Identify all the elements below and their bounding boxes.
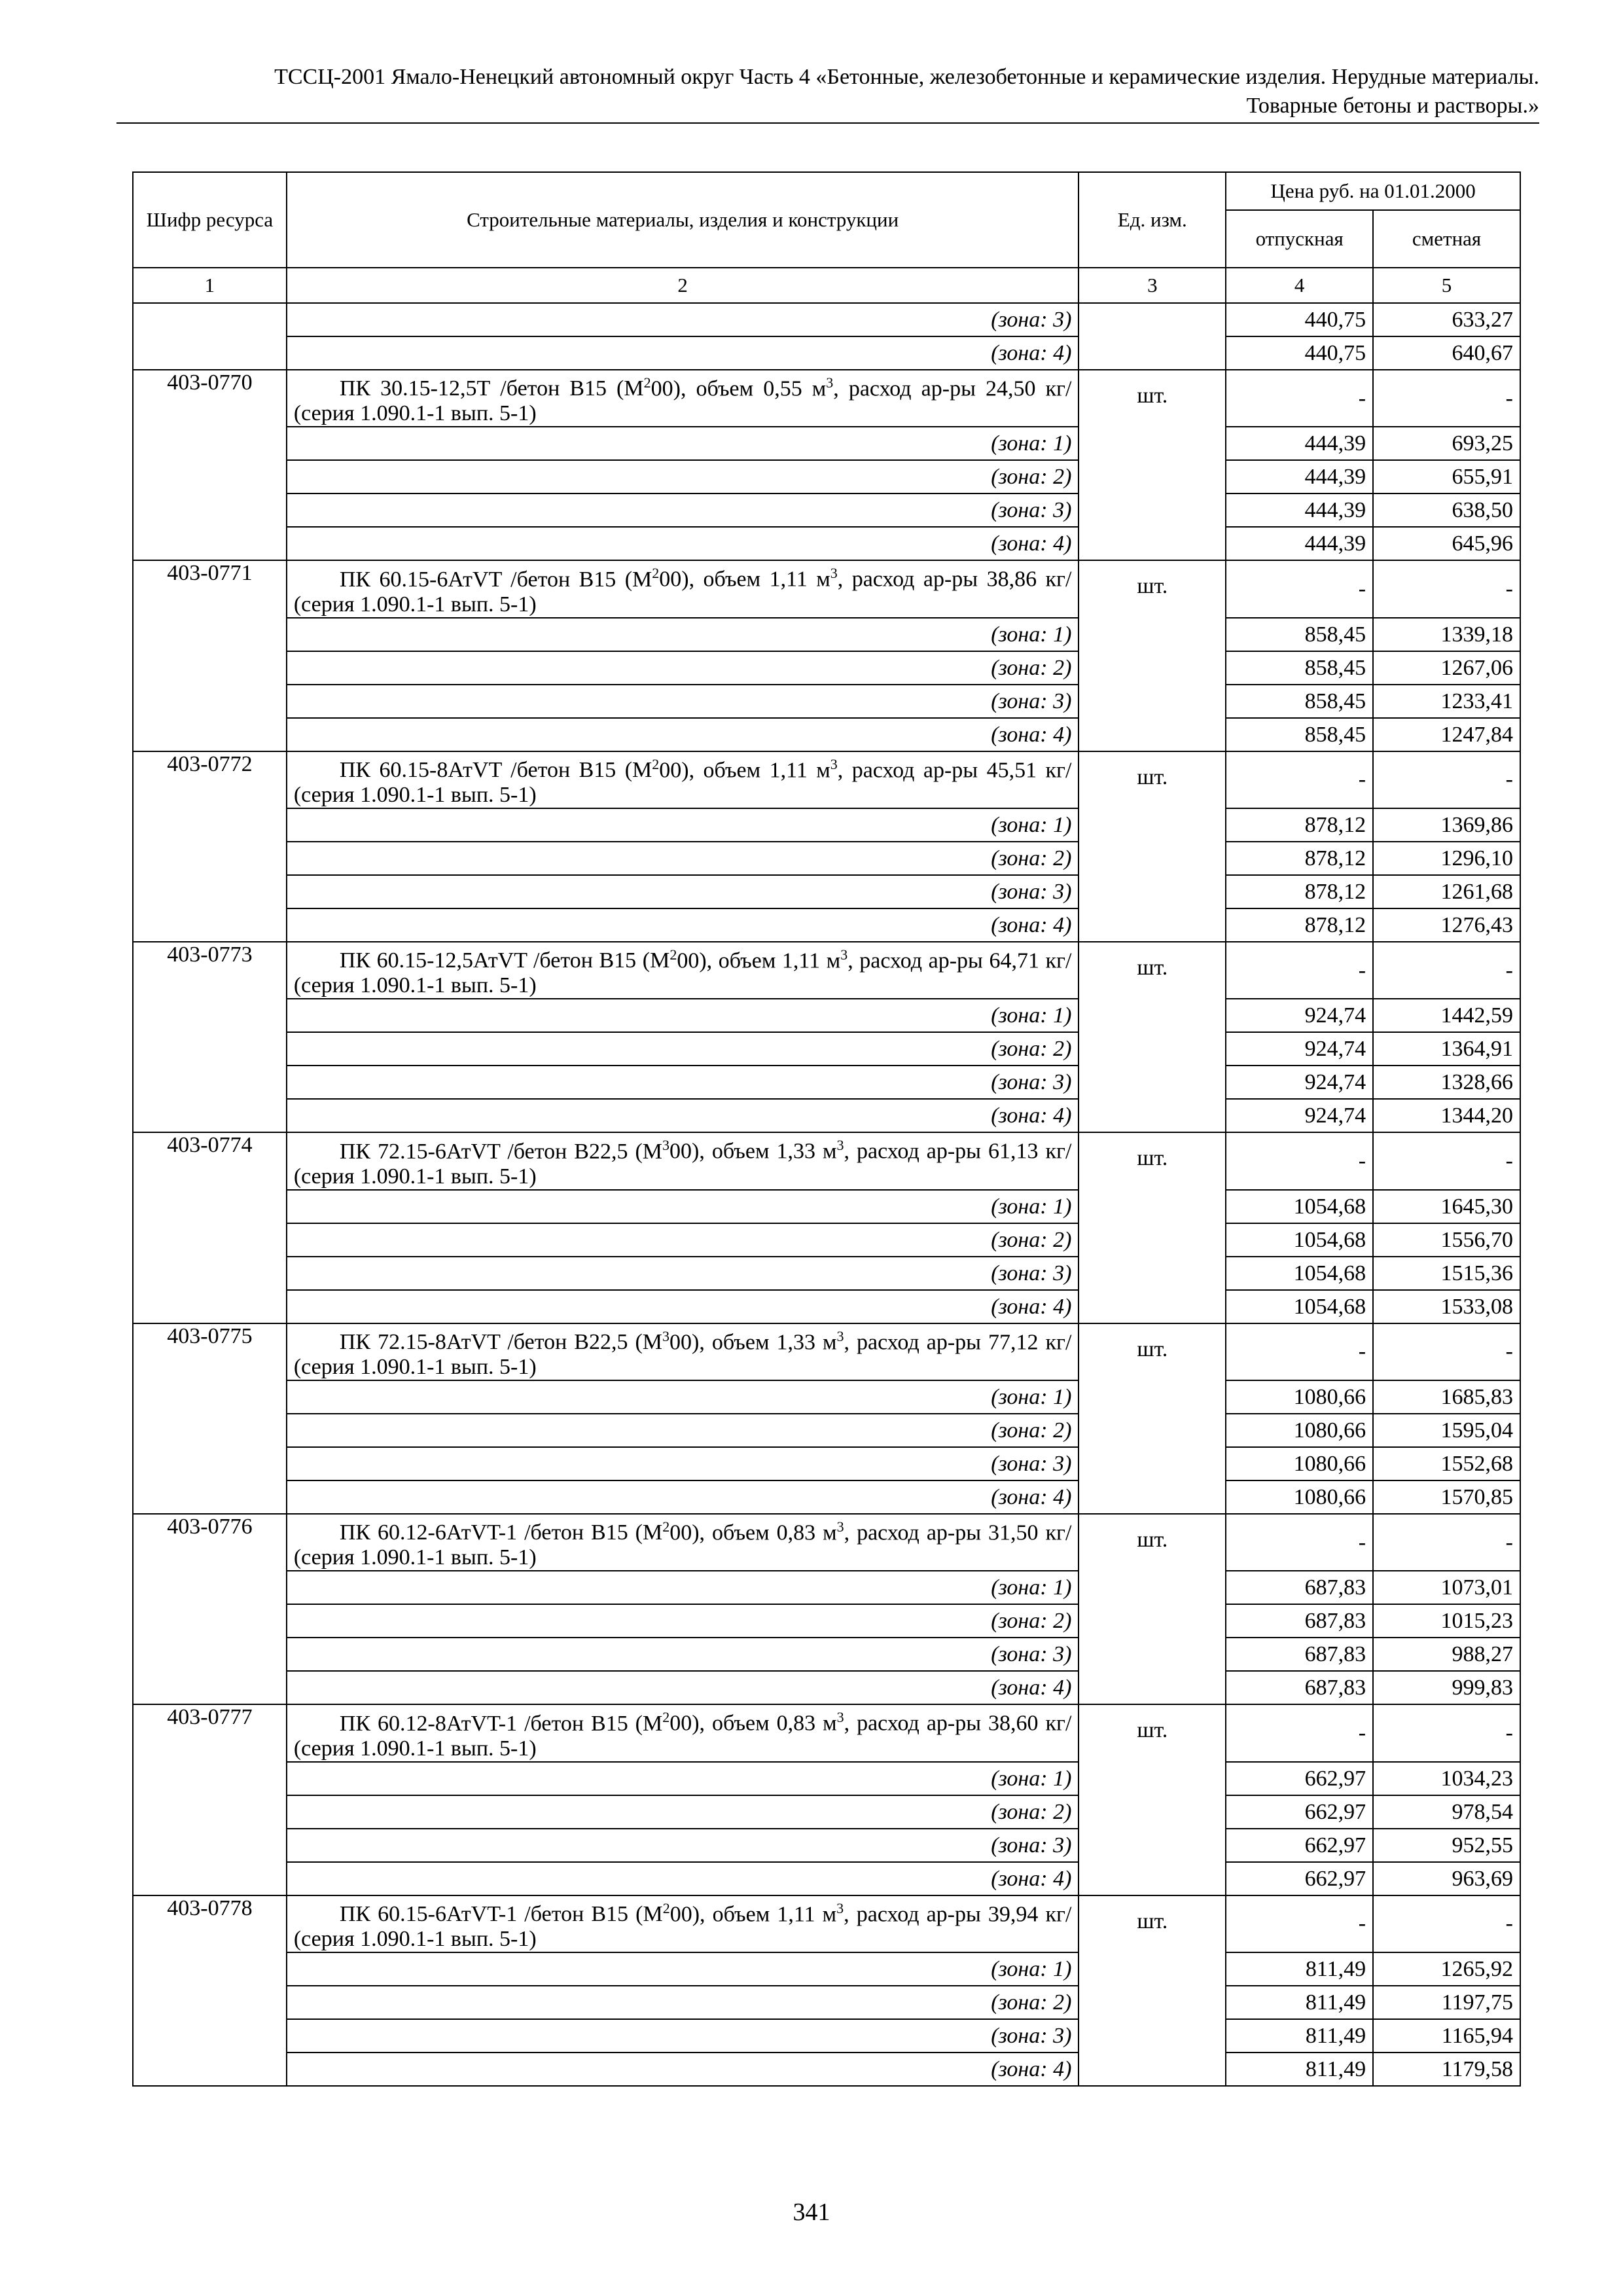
estimate-price: 1685,83 bbox=[1373, 1380, 1520, 1414]
zone-label: (зона: 2) bbox=[287, 1414, 1079, 1447]
unit-of-measure: шт. bbox=[1079, 1895, 1226, 2086]
zone-label: (зона: 2) bbox=[287, 1604, 1079, 1638]
table-row bbox=[133, 1571, 1520, 1604]
zone-label: (зона: 2) bbox=[287, 1032, 1079, 1066]
release-price-empty: - bbox=[1226, 370, 1373, 427]
estimate-price: 1442,59 bbox=[1373, 999, 1520, 1032]
zone-label: (зона: 3) bbox=[287, 1257, 1079, 1290]
zone-label: (зона: 3) bbox=[287, 875, 1079, 908]
table-row bbox=[133, 460, 1520, 493]
unit-of-measure: шт. bbox=[1079, 1132, 1226, 1323]
estimate-price-empty: - bbox=[1373, 1323, 1520, 1380]
col-number: 5 bbox=[1373, 268, 1520, 303]
table-row bbox=[133, 751, 1520, 808]
desc-part: 00), объем 0,55 м bbox=[651, 376, 827, 401]
unit-of-measure: шт. bbox=[1079, 370, 1226, 560]
resource-code: 403-0771 bbox=[133, 560, 287, 751]
desc-part: , расход ар-ры 31,50 кг/ (серия 1.090.1-1 вып. 5-1) bbox=[293, 1520, 1072, 1570]
table-row bbox=[133, 2019, 1520, 2053]
unit-of-measure: шт. bbox=[1079, 1514, 1226, 1704]
table-row bbox=[133, 1223, 1520, 1257]
desc-part: 00), объем 1,11 м bbox=[669, 1901, 837, 1926]
desc-superscript: 3 bbox=[836, 1327, 844, 1344]
estimate-price: 638,50 bbox=[1373, 493, 1520, 527]
desc-part: , расход ар-ры 77,12 кг/ (серия 1.090.1-1 вып. 5-1) bbox=[293, 1329, 1072, 1379]
unit-of-measure: шт. bbox=[1079, 1704, 1226, 1895]
col-header-unit: Ед. изм. bbox=[1079, 172, 1226, 268]
zone-label: (зона: 1) bbox=[287, 999, 1079, 1032]
table-row bbox=[133, 336, 1520, 370]
col-header-description: Строительные материалы, изделия и конструкции bbox=[287, 172, 1079, 268]
zone-label: (зона: 3) bbox=[287, 303, 1079, 336]
release-price: 1080,66 bbox=[1226, 1480, 1373, 1514]
desc-superscript: 2 bbox=[662, 1518, 670, 1535]
table-row bbox=[133, 618, 1520, 651]
desc-superscript: 3 bbox=[830, 565, 838, 582]
estimate-price: 1265,92 bbox=[1373, 1952, 1520, 1986]
table-row bbox=[133, 427, 1520, 460]
table-row bbox=[133, 651, 1520, 685]
table-row bbox=[133, 1829, 1520, 1862]
table-row bbox=[133, 1132, 1520, 1189]
estimate-price: 1165,94 bbox=[1373, 2019, 1520, 2053]
zone-label: (зона: 1) bbox=[287, 1762, 1079, 1795]
estimate-price: 1339,18 bbox=[1373, 618, 1520, 651]
estimate-price: 963,69 bbox=[1373, 1862, 1520, 1895]
estimate-price: 1233,41 bbox=[1373, 685, 1520, 718]
table-row bbox=[133, 1290, 1520, 1323]
release-price-empty: - bbox=[1226, 1514, 1373, 1571]
table-row bbox=[133, 808, 1520, 842]
estimate-price: 1533,08 bbox=[1373, 1290, 1520, 1323]
zone-label: (зона: 2) bbox=[287, 1223, 1079, 1257]
table-row bbox=[133, 1066, 1520, 1099]
resource-code: 403-0774 bbox=[133, 1132, 287, 1323]
release-price: 687,83 bbox=[1226, 1638, 1373, 1671]
release-price-empty: - bbox=[1226, 942, 1373, 999]
estimate-price: 1179,58 bbox=[1373, 2053, 1520, 2086]
release-price: 444,39 bbox=[1226, 493, 1373, 527]
desc-part: 00), объем 1,11 м bbox=[659, 757, 830, 782]
estimate-price: 999,83 bbox=[1373, 1671, 1520, 1704]
zone-label: (зона: 4) bbox=[287, 1862, 1079, 1895]
table-row bbox=[133, 685, 1520, 718]
table-row bbox=[133, 999, 1520, 1032]
desc-part: ПК 60.15-12,5АтVT /бетон В15 (М bbox=[339, 948, 670, 973]
estimate-price: 1369,86 bbox=[1373, 808, 1520, 842]
desc-part: , расход ар-ры 61,13 кг/ (серия 1.090.1-1 вып. 5-1) bbox=[293, 1139, 1072, 1189]
release-price: 924,74 bbox=[1226, 1032, 1373, 1066]
zone-label: (зона: 3) bbox=[287, 2019, 1079, 2053]
unit-of-measure: шт. bbox=[1079, 942, 1226, 1132]
table-row bbox=[133, 1762, 1520, 1795]
material-description bbox=[287, 1704, 1079, 1761]
desc-superscript: 2 bbox=[662, 1709, 670, 1726]
table-row bbox=[133, 303, 1520, 336]
desc-superscript: 3 bbox=[826, 374, 834, 391]
desc-part: ПК 60.12-8АтVT-1 /бетон В15 (М bbox=[339, 1711, 663, 1736]
release-price: 811,49 bbox=[1226, 2053, 1373, 2086]
resource-code: 403-0776 bbox=[133, 1514, 287, 1704]
release-price: 924,74 bbox=[1226, 1099, 1373, 1132]
zone-label: (зона: 4) bbox=[287, 1099, 1079, 1132]
resource-code: 403-0772 bbox=[133, 751, 287, 942]
table-row bbox=[133, 908, 1520, 942]
material-description bbox=[287, 1132, 1079, 1189]
estimate-price: 640,67 bbox=[1373, 336, 1520, 370]
desc-superscript: 2 bbox=[669, 946, 677, 963]
zone-label: (зона: 4) bbox=[287, 336, 1079, 370]
desc-part: 00), объем 1,33 м bbox=[669, 1139, 837, 1164]
desc-part: 00), объем 0,83 м bbox=[669, 1520, 837, 1545]
zone-label: (зона: 4) bbox=[287, 908, 1079, 942]
table-body bbox=[133, 303, 1520, 2086]
col-header-code: Шифр ресурса bbox=[133, 172, 287, 268]
desc-superscript: 3 bbox=[830, 755, 838, 772]
release-price: 924,74 bbox=[1226, 1066, 1373, 1099]
table-row bbox=[133, 718, 1520, 751]
zone-label: (зона: 3) bbox=[287, 685, 1079, 718]
estimate-price-empty: - bbox=[1373, 1514, 1520, 1571]
estimate-price: 1645,30 bbox=[1373, 1190, 1520, 1223]
zone-label: (зона: 4) bbox=[287, 2053, 1079, 2086]
desc-part: ПК 72.15-8АтVT /бетон В22,5 (М bbox=[339, 1329, 663, 1354]
release-price: 687,83 bbox=[1226, 1571, 1373, 1604]
code-cell-empty bbox=[133, 303, 287, 370]
estimate-price: 978,54 bbox=[1373, 1795, 1520, 1829]
table-row bbox=[133, 560, 1520, 617]
desc-part: ПК 60.15-6АтVT-1 /бетон В15 (М bbox=[339, 1901, 663, 1926]
desc-part: , расход ар-ры 24,50 кг/ (серия 1.090.1-1 вып. 5-1) bbox=[293, 376, 1072, 426]
release-price: 662,97 bbox=[1226, 1862, 1373, 1895]
page-number: 341 bbox=[793, 2198, 830, 2226]
desc-part: 00), объем 1,11 м bbox=[659, 567, 830, 592]
estimate-price-empty: - bbox=[1373, 942, 1520, 999]
zone-label: (зона: 1) bbox=[287, 1190, 1079, 1223]
zone-label: (зона: 1) bbox=[287, 1380, 1079, 1414]
release-price-empty: - bbox=[1226, 1323, 1373, 1380]
table-row bbox=[133, 527, 1520, 560]
table-row bbox=[133, 1895, 1520, 1952]
table-row bbox=[133, 1638, 1520, 1671]
release-price: 444,39 bbox=[1226, 527, 1373, 560]
release-price: 878,12 bbox=[1226, 842, 1373, 875]
estimate-price: 1015,23 bbox=[1373, 1604, 1520, 1638]
resource-code: 403-0778 bbox=[133, 1895, 287, 2086]
release-price: 878,12 bbox=[1226, 875, 1373, 908]
col-header-price: Цена руб. на 01.01.2000 bbox=[1226, 172, 1520, 210]
material-description bbox=[287, 942, 1079, 999]
table-row bbox=[133, 1380, 1520, 1414]
release-price-empty: - bbox=[1226, 751, 1373, 808]
desc-part: , расход ар-ры 45,51 кг/ (серия 1.090.1-1 вып. 5-1) bbox=[293, 757, 1072, 807]
table-row bbox=[133, 1862, 1520, 1895]
desc-superscript: 3 bbox=[840, 946, 848, 963]
release-price: 1054,68 bbox=[1226, 1223, 1373, 1257]
release-price: 687,83 bbox=[1226, 1604, 1373, 1638]
desc-superscript: 2 bbox=[652, 755, 660, 772]
desc-part: 00), объем 0,83 м bbox=[669, 1711, 837, 1736]
table-row bbox=[133, 493, 1520, 527]
table-row bbox=[133, 1671, 1520, 1704]
desc-superscript: 3 bbox=[836, 1899, 844, 1916]
table-row bbox=[133, 1514, 1520, 1571]
desc-part: ПК 60.15-6АтVT /бетон В15 (М bbox=[339, 567, 652, 592]
zone-label: (зона: 1) bbox=[287, 618, 1079, 651]
header-rule bbox=[116, 122, 1539, 124]
col-number: 4 bbox=[1226, 268, 1373, 303]
release-price: 1080,66 bbox=[1226, 1447, 1373, 1480]
release-price: 811,49 bbox=[1226, 2019, 1373, 2053]
estimate-price: 1197,75 bbox=[1373, 1986, 1520, 2019]
release-price: 858,45 bbox=[1226, 685, 1373, 718]
col-number: 2 bbox=[287, 268, 1079, 303]
desc-superscript: 2 bbox=[652, 565, 660, 582]
estimate-price-empty: - bbox=[1373, 751, 1520, 808]
table-header bbox=[133, 172, 1520, 303]
release-price: 444,39 bbox=[1226, 460, 1373, 493]
table-row bbox=[133, 370, 1520, 427]
desc-superscript: 3 bbox=[662, 1137, 670, 1154]
estimate-price: 1570,85 bbox=[1373, 1480, 1520, 1514]
estimate-price: 1296,10 bbox=[1373, 842, 1520, 875]
desc-part: ПК 60.15-8АтVT /бетон В15 (М bbox=[339, 757, 652, 782]
desc-part: ПК 30.15-12,5Т /бетон В15 (М bbox=[339, 376, 644, 401]
zone-label: (зона: 4) bbox=[287, 718, 1079, 751]
table-row bbox=[133, 1447, 1520, 1480]
table-row bbox=[133, 1190, 1520, 1223]
release-price: 662,97 bbox=[1226, 1829, 1373, 1862]
desc-part: ПК 60.12-6АтVT-1 /бетон В15 (М bbox=[339, 1520, 663, 1545]
col-number: 1 bbox=[133, 268, 287, 303]
unit-of-measure: шт. bbox=[1079, 560, 1226, 751]
release-price: 811,49 bbox=[1226, 1986, 1373, 2019]
table-row bbox=[133, 1704, 1520, 1761]
table-row bbox=[133, 1952, 1520, 1986]
desc-superscript: 2 bbox=[643, 374, 651, 391]
table-row bbox=[133, 875, 1520, 908]
estimate-price: 1595,04 bbox=[1373, 1414, 1520, 1447]
desc-part: 00), объем 1,11 м bbox=[677, 948, 841, 973]
estimate-price: 633,27 bbox=[1373, 303, 1520, 336]
zone-label: (зона: 2) bbox=[287, 1986, 1079, 2019]
release-price: 1080,66 bbox=[1226, 1414, 1373, 1447]
release-price: 1080,66 bbox=[1226, 1380, 1373, 1414]
estimate-price: 952,55 bbox=[1373, 1829, 1520, 1862]
col-header-estimate-price: сметная bbox=[1373, 210, 1520, 268]
estimate-price: 1552,68 bbox=[1373, 1447, 1520, 1480]
estimate-price: 1515,36 bbox=[1373, 1257, 1520, 1290]
release-price: 878,12 bbox=[1226, 908, 1373, 942]
resource-code: 403-0773 bbox=[133, 942, 287, 1132]
table-row bbox=[133, 2053, 1520, 2086]
release-price: 440,75 bbox=[1226, 303, 1373, 336]
zone-label: (зона: 4) bbox=[287, 1480, 1079, 1514]
estimate-price: 1267,06 bbox=[1373, 651, 1520, 685]
estimate-price-empty: - bbox=[1373, 1132, 1520, 1189]
col-number: 3 bbox=[1079, 268, 1226, 303]
release-price-empty: - bbox=[1226, 560, 1373, 617]
header-line-1: ТССЦ-2001 Ямало-Ненецкий автономный округ Часть 4 «Бетонные, железобетонные и керамические изделия. Нерудные материалы. bbox=[274, 65, 1539, 89]
estimate-price: 1276,43 bbox=[1373, 908, 1520, 942]
material-description bbox=[287, 1895, 1079, 1952]
table-row bbox=[133, 1795, 1520, 1829]
zone-label: (зона: 1) bbox=[287, 1952, 1079, 1986]
release-price: 1054,68 bbox=[1226, 1257, 1373, 1290]
estimate-price: 1073,01 bbox=[1373, 1571, 1520, 1604]
zone-label: (зона: 3) bbox=[287, 1829, 1079, 1862]
release-price-empty: - bbox=[1226, 1132, 1373, 1189]
zone-label: (зона: 1) bbox=[287, 808, 1079, 842]
estimate-price: 1344,20 bbox=[1373, 1099, 1520, 1132]
estimate-price: 1247,84 bbox=[1373, 718, 1520, 751]
release-price: 1054,68 bbox=[1226, 1290, 1373, 1323]
zone-label: (зона: 2) bbox=[287, 460, 1079, 493]
desc-part: , расход ар-ры 38,60 кг/ (серия 1.090.1-1 вып. 5-1) bbox=[293, 1711, 1072, 1761]
release-price: 444,39 bbox=[1226, 427, 1373, 460]
material-description bbox=[287, 370, 1079, 427]
zone-label: (зона: 1) bbox=[287, 1571, 1079, 1604]
desc-part: , расход ар-ры 39,94 кг/ (серия 1.090.1-1 вып. 5-1) bbox=[293, 1901, 1072, 1951]
release-price-empty: - bbox=[1226, 1704, 1373, 1761]
table-row bbox=[133, 1099, 1520, 1132]
estimate-price: 693,25 bbox=[1373, 427, 1520, 460]
zone-label: (зона: 2) bbox=[287, 1795, 1079, 1829]
estimate-price-empty: - bbox=[1373, 370, 1520, 427]
estimate-price: 1261,68 bbox=[1373, 875, 1520, 908]
table-row bbox=[133, 1257, 1520, 1290]
zone-label: (зона: 4) bbox=[287, 1671, 1079, 1704]
estimate-price: 1364,91 bbox=[1373, 1032, 1520, 1066]
estimate-price: 1556,70 bbox=[1373, 1223, 1520, 1257]
unit-of-measure: шт. bbox=[1079, 751, 1226, 942]
estimate-price: 1034,23 bbox=[1373, 1762, 1520, 1795]
header-line-2: Товарные бетоны и растворы.» bbox=[1246, 94, 1539, 118]
zone-label: (зона: 3) bbox=[287, 1447, 1079, 1480]
table-row bbox=[133, 1986, 1520, 2019]
zone-label: (зона: 3) bbox=[287, 1066, 1079, 1099]
material-description bbox=[287, 560, 1079, 617]
table-row bbox=[133, 1604, 1520, 1638]
col-header-release-price: отпускная bbox=[1226, 210, 1373, 268]
table-row bbox=[133, 942, 1520, 999]
release-price: 1054,68 bbox=[1226, 1190, 1373, 1223]
zone-label: (зона: 4) bbox=[287, 527, 1079, 560]
resource-code: 403-0777 bbox=[133, 1704, 287, 1895]
zone-label: (зона: 3) bbox=[287, 493, 1079, 527]
zone-label: (зона: 1) bbox=[287, 427, 1079, 460]
desc-part: , расход ар-ры 64,71 кг/ (серия 1.090.1-1 вып. 5-1) bbox=[293, 948, 1072, 998]
desc-part: 00), объем 1,33 м bbox=[669, 1329, 837, 1354]
desc-superscript: 2 bbox=[662, 1899, 670, 1916]
material-description bbox=[287, 1323, 1079, 1380]
estimate-price: 988,27 bbox=[1373, 1638, 1520, 1671]
release-price: 440,75 bbox=[1226, 336, 1373, 370]
release-price: 687,83 bbox=[1226, 1671, 1373, 1704]
material-description bbox=[287, 751, 1079, 808]
zone-label: (зона: 3) bbox=[287, 1638, 1079, 1671]
unit-cell-empty bbox=[1079, 303, 1226, 370]
release-price-empty: - bbox=[1226, 1895, 1373, 1952]
table-row bbox=[133, 1480, 1520, 1514]
zone-label: (зона: 2) bbox=[287, 651, 1079, 685]
table-row bbox=[133, 1414, 1520, 1447]
desc-part: , расход ар-ры 38,86 кг/ (серия 1.090.1-1 вып. 5-1) bbox=[293, 567, 1072, 617]
estimate-price-empty: - bbox=[1373, 1895, 1520, 1952]
release-price: 858,45 bbox=[1226, 651, 1373, 685]
table-row bbox=[133, 842, 1520, 875]
zone-label: (зона: 4) bbox=[287, 1290, 1079, 1323]
estimate-price: 1328,66 bbox=[1373, 1066, 1520, 1099]
release-price: 858,45 bbox=[1226, 718, 1373, 751]
release-price: 662,97 bbox=[1226, 1795, 1373, 1829]
estimate-price-empty: - bbox=[1373, 1704, 1520, 1761]
zone-label: (зона: 2) bbox=[287, 842, 1079, 875]
resource-code: 403-0770 bbox=[133, 370, 287, 560]
desc-superscript: 3 bbox=[662, 1327, 670, 1344]
release-price: 811,49 bbox=[1226, 1952, 1373, 1986]
desc-part: ПК 72.15-6АтVT /бетон В22,5 (М bbox=[339, 1139, 663, 1164]
release-price: 662,97 bbox=[1226, 1762, 1373, 1795]
release-price: 924,74 bbox=[1226, 999, 1373, 1032]
estimate-price-empty: - bbox=[1373, 560, 1520, 617]
desc-superscript: 3 bbox=[836, 1518, 844, 1535]
desc-superscript: 3 bbox=[836, 1709, 844, 1726]
desc-superscript: 3 bbox=[836, 1137, 844, 1154]
release-price: 858,45 bbox=[1226, 618, 1373, 651]
release-price: 878,12 bbox=[1226, 808, 1373, 842]
price-table bbox=[132, 171, 1521, 2087]
unit-of-measure: шт. bbox=[1079, 1323, 1226, 1514]
material-description bbox=[287, 1514, 1079, 1571]
table-row bbox=[133, 1323, 1520, 1380]
estimate-price: 655,91 bbox=[1373, 460, 1520, 493]
estimate-price: 645,96 bbox=[1373, 527, 1520, 560]
page-header bbox=[116, 63, 1539, 120]
resource-code: 403-0775 bbox=[133, 1323, 287, 1514]
table-row bbox=[133, 1032, 1520, 1066]
